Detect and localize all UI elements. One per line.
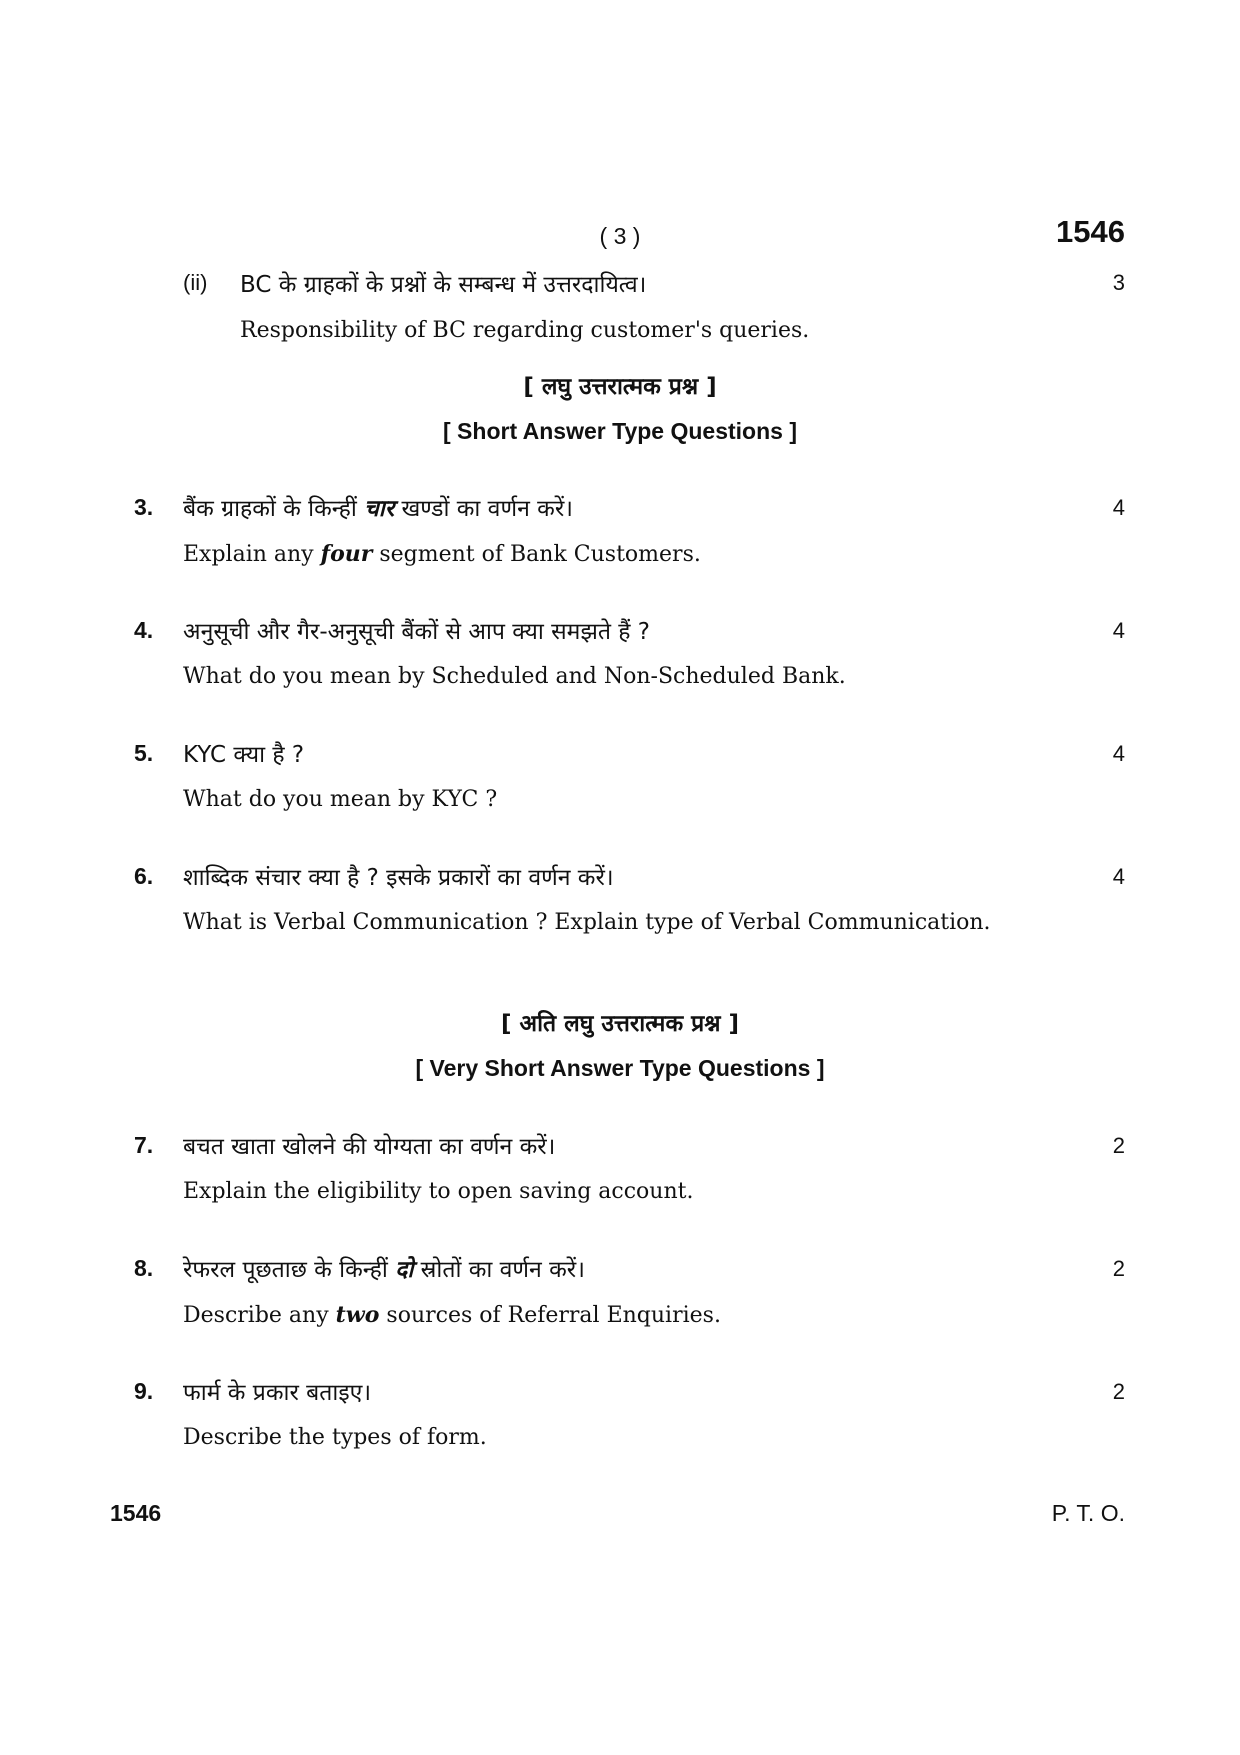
question-english: What do you mean by KYC ? [183,787,498,812]
question-marks: 4 [1112,864,1125,889]
question-hindi: शाब्दिक संचार क्या है ? इसके प्रकारों का वर्णन करें। [183,865,614,891]
question-english: What is Verbal Communication ? Explain type of Verbal Communication. [183,910,991,935]
question-number: 3. [134,494,154,520]
question-hindi: फार्म के प्रकार बताइए। [183,1380,372,1406]
question-hindi-part: खण्डों का वर्णन करें। [401,496,573,522]
question-hindi [183,491,573,523]
question-hindi-part: स्रोतों का वर्णन करें। [420,1257,585,1283]
question-number: 7. [134,1132,154,1158]
question-hindi-part: रेफरल पूछताछ के किन्हीं [183,1257,388,1283]
question-english [183,1302,721,1328]
question-marks: 4 [1112,495,1125,520]
question-english-part: segment of Bank Customers. [379,542,701,567]
question-number: 4. [134,617,154,643]
sub-question-english: Responsibility of BC regarding customer's queries. [240,318,810,343]
section-heading-english: [ Short Answer Type Questions ] [443,418,797,444]
question-marks: 2 [1112,1256,1125,1281]
question-marks: 2 [1112,1379,1125,1404]
question-hindi: KYC क्या है ? [183,742,305,768]
sub-question-hindi: BC के ग्राहकों के प्रश्नों के सम्बन्ध में उत्तरदायित्व। [240,272,647,298]
emphasis-word: two [335,1302,380,1328]
emphasis-word: चार [364,496,395,522]
question-marks: 4 [1112,618,1125,643]
emphasis-word: दो [395,1257,414,1283]
emphasis-word: four [320,541,373,567]
sub-question-marks: 3 [1112,270,1125,295]
page-number: ( 3 ) [599,223,641,249]
question-english: Describe the types of form. [183,1425,487,1450]
question-english-part: Explain any [183,542,314,567]
question-hindi: अनुसूची और गैर-अनुसूची बैंकों से आप क्या समझते हैं ? [183,619,650,645]
question-number: 6. [134,863,154,889]
question-number: 8. [134,1255,154,1281]
question-english: Explain the eligibility to open saving account. [183,1179,694,1204]
question-hindi-part: बैंक ग्राहकों के किन्हीं [183,496,357,522]
question-number: 5. [134,740,154,766]
question-english [183,541,701,567]
question-english-part: Describe any [183,1303,329,1328]
paper-code-footer: 1546 [110,1500,162,1526]
section-heading-hindi: [ अति लघु उत्तरात्मक प्रश्न ] [501,1011,739,1037]
question-number: 9. [134,1378,154,1404]
question-english: What do you mean by Scheduled and Non-Scheduled Bank. [183,664,846,689]
section-heading-hindi: [ लघु उत्तरात्मक प्रश्न ] [523,374,717,400]
question-marks: 2 [1112,1133,1125,1158]
question-hindi: बचत खाता खोलने की योग्यता का वर्णन करें। [183,1134,556,1160]
question-english-part: sources of Referral Enquiries. [386,1303,721,1328]
question-hindi [183,1252,585,1284]
question-marks: 4 [1112,741,1125,766]
paper-code-header: 1546 [1056,214,1125,249]
section-heading-english: [ Very Short Answer Type Questions ] [415,1055,825,1081]
please-turn-over: P. T. O. [1051,1500,1125,1526]
sub-question-label: (ii) [183,270,208,295]
